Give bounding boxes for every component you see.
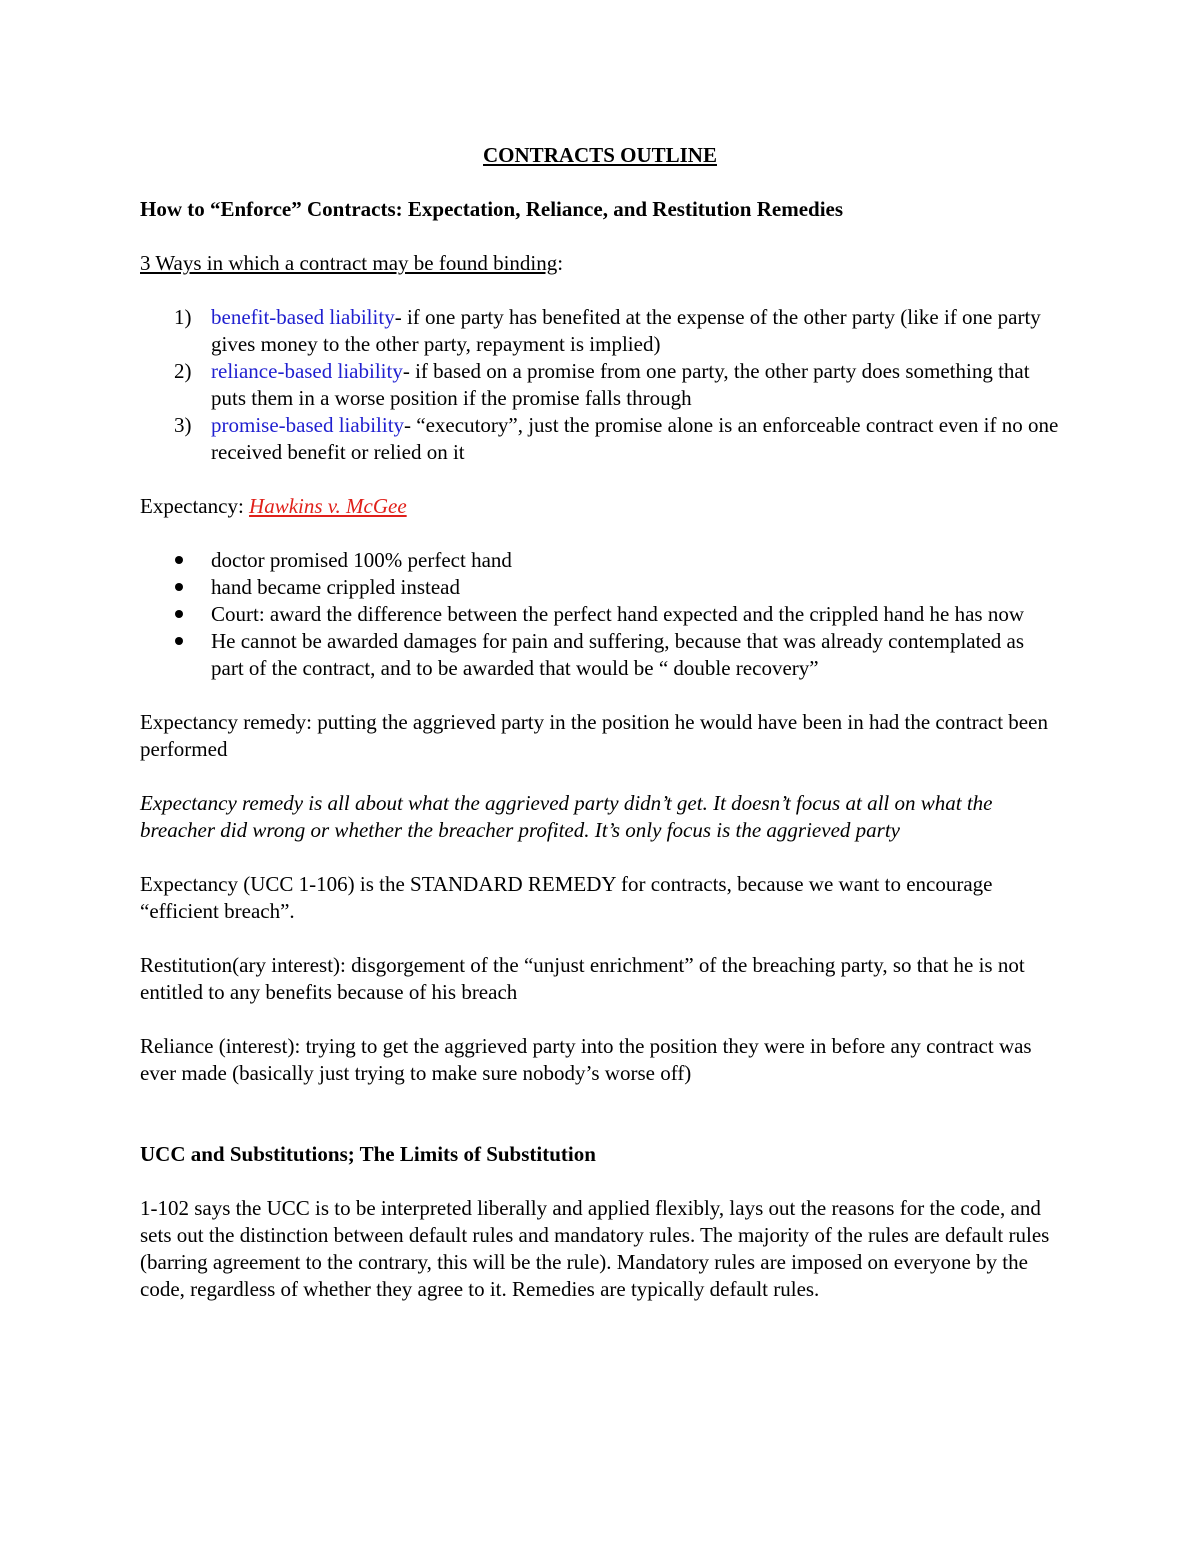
- expectancy-remedy-paragraph: Expectancy remedy: putting the aggrieved party in the position he would have been in had the contract been performed: [140, 710, 1048, 761]
- bullet-text: He cannot be awarded damages for pain and suffering, because that was already contemplated as part of the contract, and to be awarded that would be “ double recovery”: [211, 629, 1025, 680]
- ways-intro: [140, 250, 1060, 277]
- liability-list: [140, 304, 1060, 466]
- case-bullet-list: [140, 547, 1060, 682]
- ways-intro-colon: :: [557, 251, 564, 275]
- list-item: [140, 574, 1060, 601]
- list-item: [140, 601, 1060, 628]
- liability-term: benefit-based liability: [211, 305, 395, 329]
- expectancy-ucc-paragraph: Expectancy (UCC 1-106) is the STANDARD REMEDY for contracts, because we want to encourage “efficient breach”.: [140, 872, 993, 923]
- list-number: 2): [174, 359, 192, 383]
- list-item: [140, 628, 1060, 682]
- list-item: [140, 358, 1060, 412]
- expectancy-label: Expectancy:: [140, 494, 250, 518]
- liability-term: promise-based liability: [211, 413, 405, 437]
- reliance-paragraph: Reliance (interest): trying to get the aggrieved party into the position they were in before any contract was ever made (basically just trying to make sure nobody’s worse off): [140, 1034, 1032, 1085]
- expectancy-line: [140, 493, 1060, 520]
- section-heading-remedies: How to “Enforce” Contracts: Expectation, Reliance, and Restitution Remedies: [140, 197, 844, 221]
- expectancy-italic-paragraph: Expectancy remedy is all about what the aggrieved party didn’t get. It doesn’t focus at all on what the breacher did wrong or whether the breacher profited. It’s only focus is the aggrieved party: [140, 791, 993, 842]
- bullet-text: hand became crippled instead: [211, 575, 460, 599]
- page-title: CONTRACTS OUTLINE: [483, 143, 717, 167]
- liability-text: - if based on a promise from one party, the other party does something that puts them in a worse position if the promise falls through: [211, 359, 1030, 410]
- case-name-link[interactable]: Hawkins v. McGee: [249, 494, 407, 518]
- bullet-text: Court: award the difference between the perfect hand expected and the crippled hand he has now: [211, 602, 1025, 626]
- bullet-icon: [175, 610, 183, 618]
- spacer: [140, 1114, 1060, 1141]
- liability-text: - if one party has benefited at the expense of the other party (like if one party gives money to the other party, repayment is implied): [211, 305, 1041, 356]
- list-number: 1): [174, 305, 192, 329]
- liability-term: reliance-based liability: [211, 359, 403, 383]
- liability-text: - “executory”, just the promise alone is an enforceable contract even if no one received benefit or relied on it: [211, 413, 1059, 464]
- bullet-icon: [175, 556, 183, 564]
- bullet-icon: [175, 637, 183, 645]
- list-item: [140, 547, 1060, 574]
- restitution-paragraph: Restitution(ary interest): disgorgement of the “unjust enrichment” of the breaching party, so that he is not entitled to any benefits because of his breach: [140, 953, 1025, 1004]
- bullet-icon: [175, 583, 183, 591]
- list-number: 3): [174, 413, 192, 437]
- ucc-paragraph: 1-102 says the UCC is to be interpreted liberally and applied flexibly, lays out the reasons for the code, and sets out the distinction between default rules and mandatory rules. The majority of the rules are default rules (barring agreement to the contrary, this will be the rule). Mandatory rules are imposed on everyone by the code, regardless of whether they agree to it. Remedies are typically default rules.: [140, 1196, 1050, 1301]
- bullet-text: doctor promised 100% perfect hand: [211, 548, 512, 572]
- list-item: [140, 304, 1060, 358]
- list-item: [140, 412, 1060, 466]
- section-heading-ucc: UCC and Substitutions; The Limits of Substitution: [140, 1142, 596, 1166]
- ways-intro-text: 3 Ways in which a contract may be found binding: [140, 251, 558, 275]
